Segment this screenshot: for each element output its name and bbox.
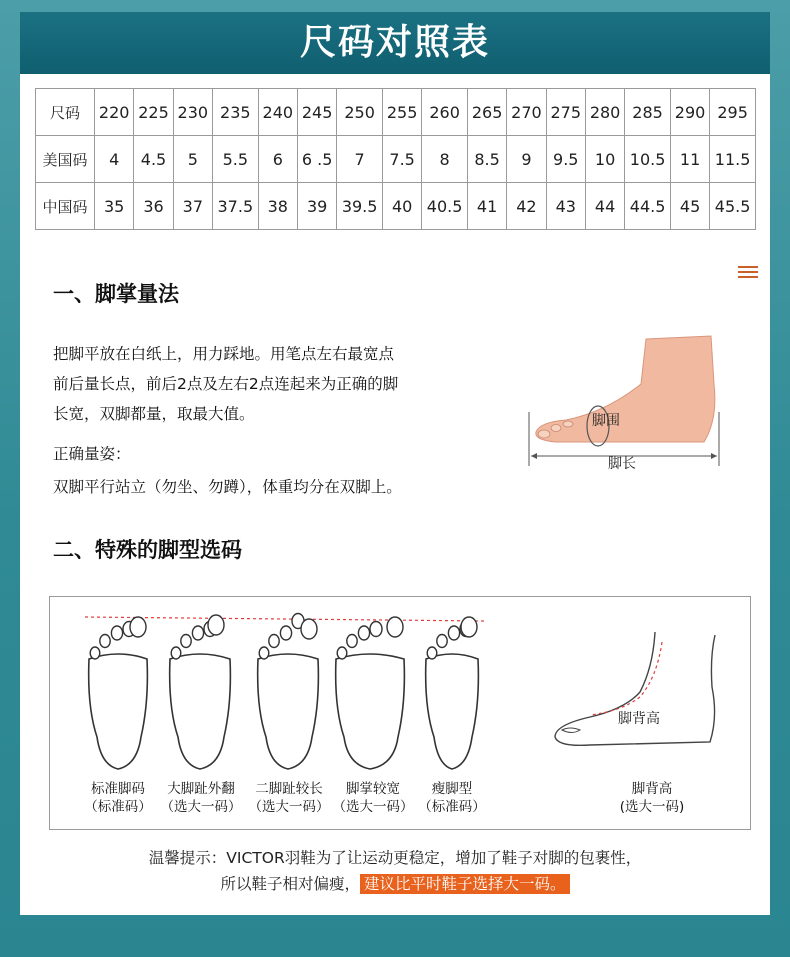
size-cell: 35: [95, 183, 134, 230]
foot-outline-slim: [426, 617, 479, 769]
tip-text: 所以鞋子相对偏瘦，: [220, 875, 360, 893]
size-row-label: 尺码: [36, 89, 95, 136]
size-row-label: 中国码: [36, 183, 95, 230]
size-cell: 44.5: [625, 183, 671, 230]
foot-shape: [536, 336, 715, 442]
size-table: [35, 88, 756, 230]
size-cell: 8.5: [467, 136, 506, 183]
tip-highlight: 建议比平时鞋子选择大一码。: [360, 874, 570, 894]
foot-caption-long-second-toe: [246, 780, 332, 816]
size-cell: 42: [507, 183, 546, 230]
foot-advice: （选大一码）: [248, 799, 330, 815]
size-cell: 260: [422, 89, 468, 136]
size-cell: 37.5: [212, 183, 258, 230]
size-table-row: [36, 183, 756, 230]
size-cell: 7: [337, 136, 383, 183]
foot-measure-diagram: [526, 324, 726, 474]
posture-text: 双脚平行站立（勿坐、勿蹲），体重均分在双脚上。: [53, 478, 402, 496]
instep-foot-outline: [555, 632, 715, 745]
para-line: 长宽，双脚都量，取最大值。: [53, 405, 255, 423]
instep-label: 脚背高: [618, 711, 660, 727]
foot-advice: (选大一码): [619, 799, 685, 815]
size-cell: 6 .5: [297, 136, 336, 183]
foot-caption-bunion: [158, 780, 244, 816]
size-cell: 275: [546, 89, 585, 136]
size-cell: 8: [422, 136, 468, 183]
size-cell: 245: [297, 89, 336, 136]
foot-outline-standard: [89, 617, 148, 769]
foot-advice: （选大一码）: [332, 799, 414, 815]
size-cell: 44: [585, 183, 624, 230]
size-cell: 43: [546, 183, 585, 230]
size-cell: 11: [670, 136, 709, 183]
foot-types-box: [49, 596, 751, 830]
foot-advice: （标准码）: [84, 799, 152, 815]
foot-name: 脚掌较宽: [346, 781, 400, 797]
size-cell: 265: [467, 89, 506, 136]
size-cell: 220: [95, 89, 134, 136]
length-label: 脚长: [608, 456, 636, 472]
size-cell: 10: [585, 136, 624, 183]
size-cell: 9.5: [546, 136, 585, 183]
size-table-row: [36, 89, 756, 136]
size-cell: 235: [212, 89, 258, 136]
foot-name: 二脚趾较长: [255, 781, 323, 797]
size-cell: 37: [173, 183, 212, 230]
size-cell: 11.5: [710, 136, 756, 183]
size-cell: 39.5: [337, 183, 383, 230]
size-cell: 285: [625, 89, 671, 136]
tip-line-1: 温馨提示：VICTOR羽鞋为了让运动更稳定，增加了鞋子对脚的包裹性，: [148, 849, 642, 867]
menu-icon[interactable]: [738, 266, 758, 281]
size-cell: 255: [382, 89, 421, 136]
size-cell: 45.5: [710, 183, 756, 230]
size-cell: 270: [507, 89, 546, 136]
size-cell: 6: [258, 136, 297, 183]
size-cell: 225: [134, 89, 173, 136]
foot-caption-wide: [330, 780, 416, 816]
foot-outline-bunion: [170, 615, 231, 769]
section1-heading: 一、脚掌量法: [53, 282, 179, 306]
foot-caption-slim: [412, 780, 492, 816]
size-cell: 41: [467, 183, 506, 230]
para-line: 把脚平放在白纸上，用力踩地。用笔点左右最宽点: [53, 345, 395, 363]
foot-name: 脚背高: [631, 781, 673, 797]
size-cell: 9: [507, 136, 546, 183]
size-cell: 40.5: [422, 183, 468, 230]
page-title: 尺码对照表: [20, 12, 770, 74]
girth-label: 脚围: [592, 413, 620, 429]
foot-outline-long-second-toe: [258, 614, 319, 770]
foot-name: 瘦脚型: [431, 781, 473, 797]
foot-advice: （选大一码）: [160, 799, 242, 815]
para-line: 前后量长点，前后2点及左右2点连起来为正确的脚: [53, 375, 399, 393]
size-cell: 45: [670, 183, 709, 230]
foot-name: 大脚趾外翻: [167, 781, 235, 797]
size-cell: 5.5: [212, 136, 258, 183]
foot-name: 标准脚码: [91, 781, 145, 797]
size-cell: 40: [382, 183, 421, 230]
foot-outline-wide: [336, 617, 405, 769]
foot-advice: （标准码）: [418, 799, 486, 815]
size-cell: 250: [337, 89, 383, 136]
size-cell: 10.5: [625, 136, 671, 183]
size-table-row: [36, 136, 756, 183]
foot-caption-instep: [602, 780, 702, 816]
content-panel: [20, 74, 770, 915]
size-cell: 295: [710, 89, 756, 136]
size-cell: 39: [297, 183, 336, 230]
posture-title: 正确量姿：: [53, 445, 131, 463]
size-cell: 280: [585, 89, 624, 136]
tip-line-2: [20, 872, 770, 896]
size-cell: 38: [258, 183, 297, 230]
section2-heading: 二、特殊的脚型选码: [53, 538, 242, 562]
size-cell: 240: [258, 89, 297, 136]
size-cell: 4: [95, 136, 134, 183]
size-cell: 36: [134, 183, 173, 230]
size-cell: 7.5: [382, 136, 421, 183]
foot-caption-standard: [78, 780, 158, 816]
toe-reference-line: [85, 617, 485, 621]
size-row-label: 美国码: [36, 136, 95, 183]
size-cell: 4.5: [134, 136, 173, 183]
size-cell: 230: [173, 89, 212, 136]
size-cell: 5: [173, 136, 212, 183]
section1-paragraph: [53, 339, 493, 429]
size-cell: 290: [670, 89, 709, 136]
